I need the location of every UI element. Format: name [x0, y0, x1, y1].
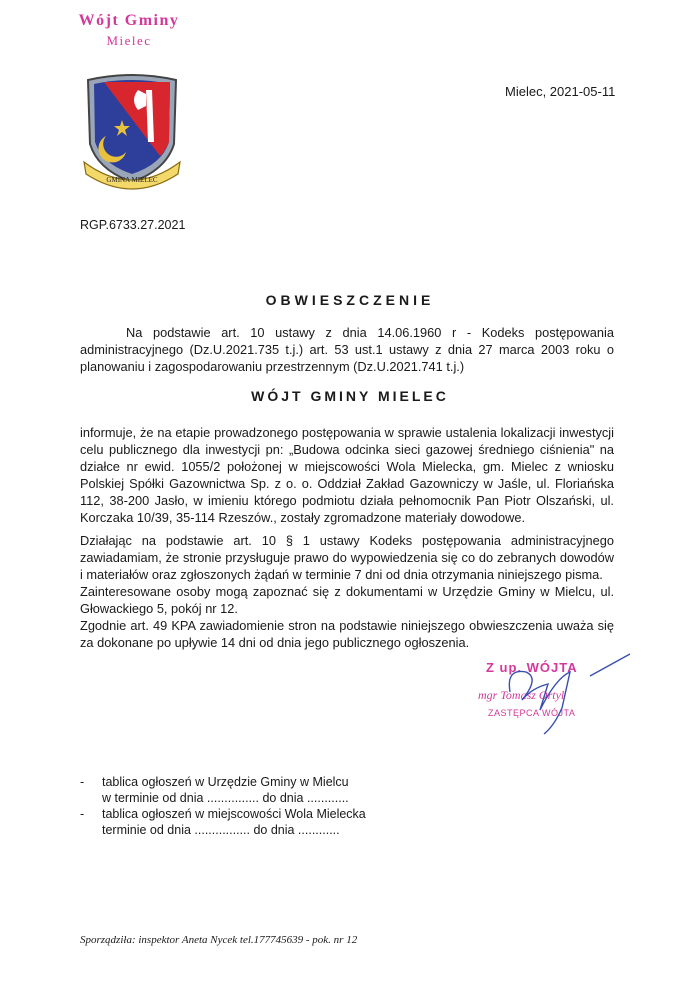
list-item-line-1: tablica ogłoszeń w Urzędzie Gminy w Mielcu [102, 775, 349, 789]
notice-sentence-2: Zainteresowane osoby mogą zapoznać się z dokumentami w Urzędzie Gminy w Mielcu, ul. Głowackiego 5, pokój nr 12. [80, 584, 614, 616]
list-dash: - [80, 807, 85, 821]
list-item-line-1: tablica ogłoszeń w miejscowości Wola Mielecka [102, 807, 366, 821]
distribution-list [80, 774, 366, 838]
handwritten-signature-icon [470, 648, 640, 738]
signature-position: ZASTĘPCA WÓJTA [488, 708, 576, 718]
list-item [80, 806, 366, 838]
notice-sentence-3: Zgodnie art. 49 KPA zawiadomienie stron na podstawie niniejszego obwieszczenia uważa się za dokonane po upływie 14 dni od dnia jego publicznego ogłoszenia. [80, 618, 614, 650]
place-and-date: Mielec, 2021-05-11 [505, 84, 616, 99]
signature-name: mgr Tomasz Ortyl [478, 688, 565, 702]
legal-basis-paragraph: Na podstawie art. 10 ustawy z dnia 14.06.1960 r - Kodeks postępowania administracyjnego (Dz.U.2021.735 t.j.) art. 53 ust.1 ustawy z dnia 27 marca 2003 roku o planowaniu i zagospodarowaniu przestrzennym (Dz.U.2021.741 t.j.) [80, 325, 614, 374]
list-dash: - [80, 775, 85, 789]
reference-number: RGP.6733.27.2021 [80, 218, 186, 232]
prepared-by-footer: Sporządziła: inspektor Aneta Nycek tel.177745639 - pok. nr 12 [80, 934, 358, 946]
notice-paragraph [80, 532, 614, 651]
signature-stamp [470, 648, 640, 738]
coat-of-arms-icon [80, 66, 184, 194]
list-item-line-2: terminie od dnia ................ do dnia ............ [102, 823, 340, 837]
notice-sentence-1: Działając na podstawie art. 10 § 1 ustawy Kodeks postępowania administracyjnego zawiadamiam, że stronie przysługuje prawo do wypowiedzenia się co do zebranych dowodów i materiałów oraz zgłoszonych żądań w terminie 7 dni od dnia otrzymania niniejszego pisma. [80, 533, 614, 582]
stamp-line-1: Wójt Gminy [78, 12, 180, 29]
stamp-line-2: Mielec [106, 33, 152, 48]
document-title: OBWIESZCZENIE [265, 292, 435, 308]
information-paragraph: informuje, że na etapie prowadzonego postępowania w sprawie ustalenia lokalizacji inwestycji celu publicznego dla inwestycji pn: „Budowa odcinka sieci gazowej średniego ciśnienia" na działce nr ewid. 1055/2 położonej w miejscowości Wola Mielecka, gm. Mielec z wniosku Polskiej Spółki Gazownictwa Sp. z o. o. Oddział Zakład Gazowniczy w Jaśle, ul. Floriańska 112, 38-200 Jasło, w imieniu którego podmiotu działa pełnomocnik Pan Piotr Olszański, ul. Korczaka 10/39, 35-114 Rzeszów., zostały zgromadzone materiały dowodowe. [80, 425, 614, 525]
coat-ribbon-text: GMINA MIELEC [106, 176, 158, 184]
signature-line-1: Z up. WÓJTA [486, 660, 578, 675]
list-item-line-2: w terminie od dnia ............... do dnia ............ [102, 791, 349, 805]
authority-heading: WÓJT GMINY MIELEC [251, 388, 449, 404]
office-stamp [64, 12, 194, 49]
list-item [80, 774, 366, 806]
